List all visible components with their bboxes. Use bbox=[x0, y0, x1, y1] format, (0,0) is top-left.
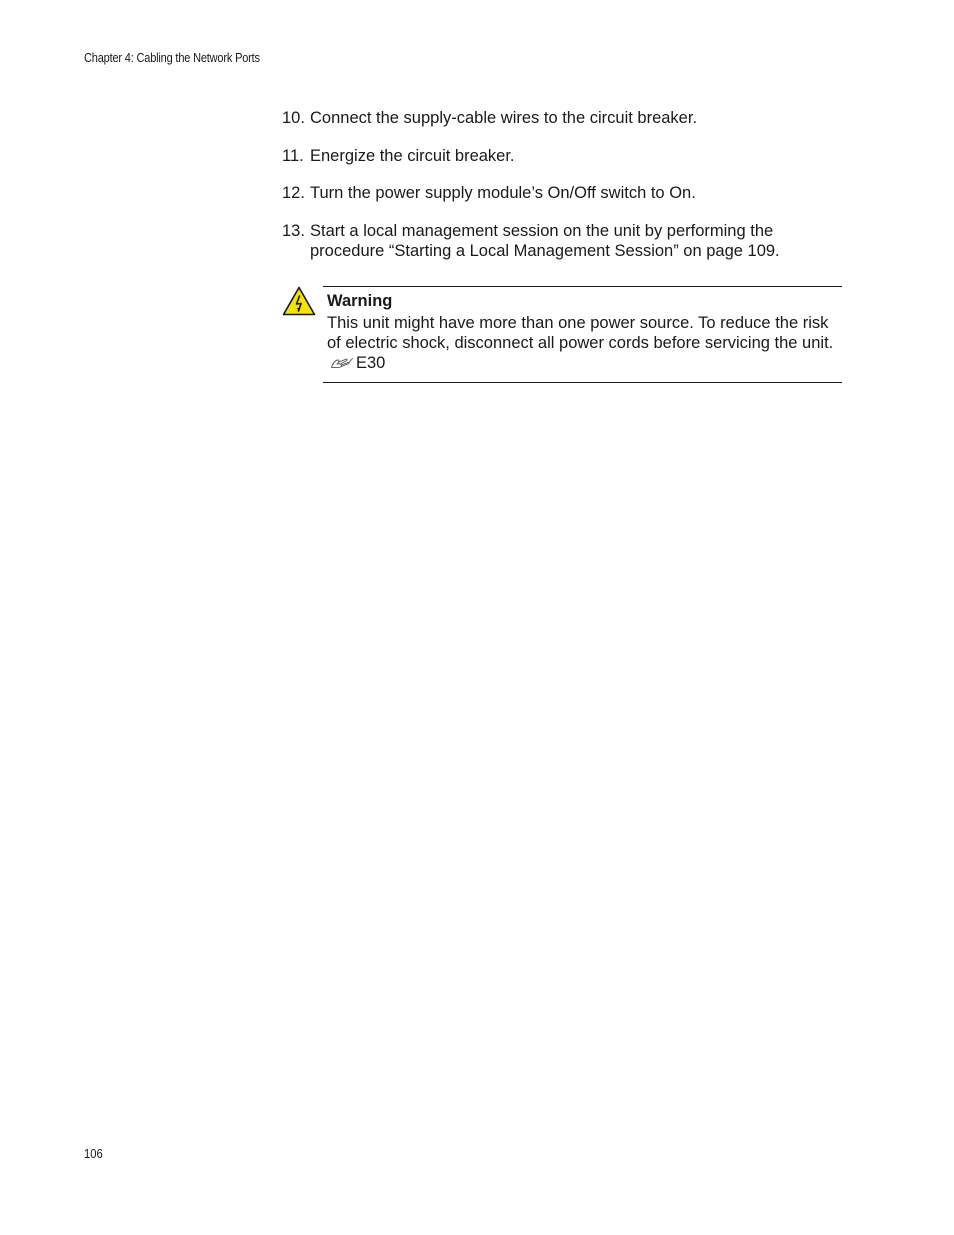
page-number: 106 bbox=[84, 1147, 103, 1161]
warning-code: E30 bbox=[356, 354, 386, 372]
step-number: 10. bbox=[282, 109, 305, 127]
warning-text: This unit might have more than one power source. To reduce the risk of electric shock, disconnect all power cords before servicing the unit. bbox=[327, 314, 834, 352]
warning-block bbox=[282, 286, 842, 383]
step-number: 11. bbox=[282, 146, 304, 165]
step-item bbox=[282, 221, 842, 261]
warning-title: Warning bbox=[327, 292, 393, 310]
electrical-hazard-icon bbox=[282, 286, 316, 316]
step-item bbox=[282, 146, 842, 166]
step-text: Turn the power supply module’s On/Off switch to On. bbox=[310, 184, 696, 202]
step-text: Start a local management session on the unit by performing the procedure “Starting a Local Management Session” on page 109. bbox=[310, 221, 780, 260]
step-text: Connect the supply-cable wires to the circuit breaker. bbox=[310, 109, 698, 127]
procedure-steps bbox=[282, 108, 842, 278]
running-header: Chapter 4: Cabling the Network Ports bbox=[84, 51, 260, 65]
step-number: 12. bbox=[282, 184, 305, 202]
warning-text-block bbox=[327, 313, 842, 373]
step-number: 13. bbox=[282, 221, 305, 240]
hand-pointer-icon bbox=[330, 357, 354, 369]
warning-box bbox=[323, 286, 842, 383]
step-item bbox=[282, 183, 842, 203]
step-text: Energize the circuit breaker. bbox=[310, 146, 515, 165]
step-item bbox=[282, 108, 842, 128]
